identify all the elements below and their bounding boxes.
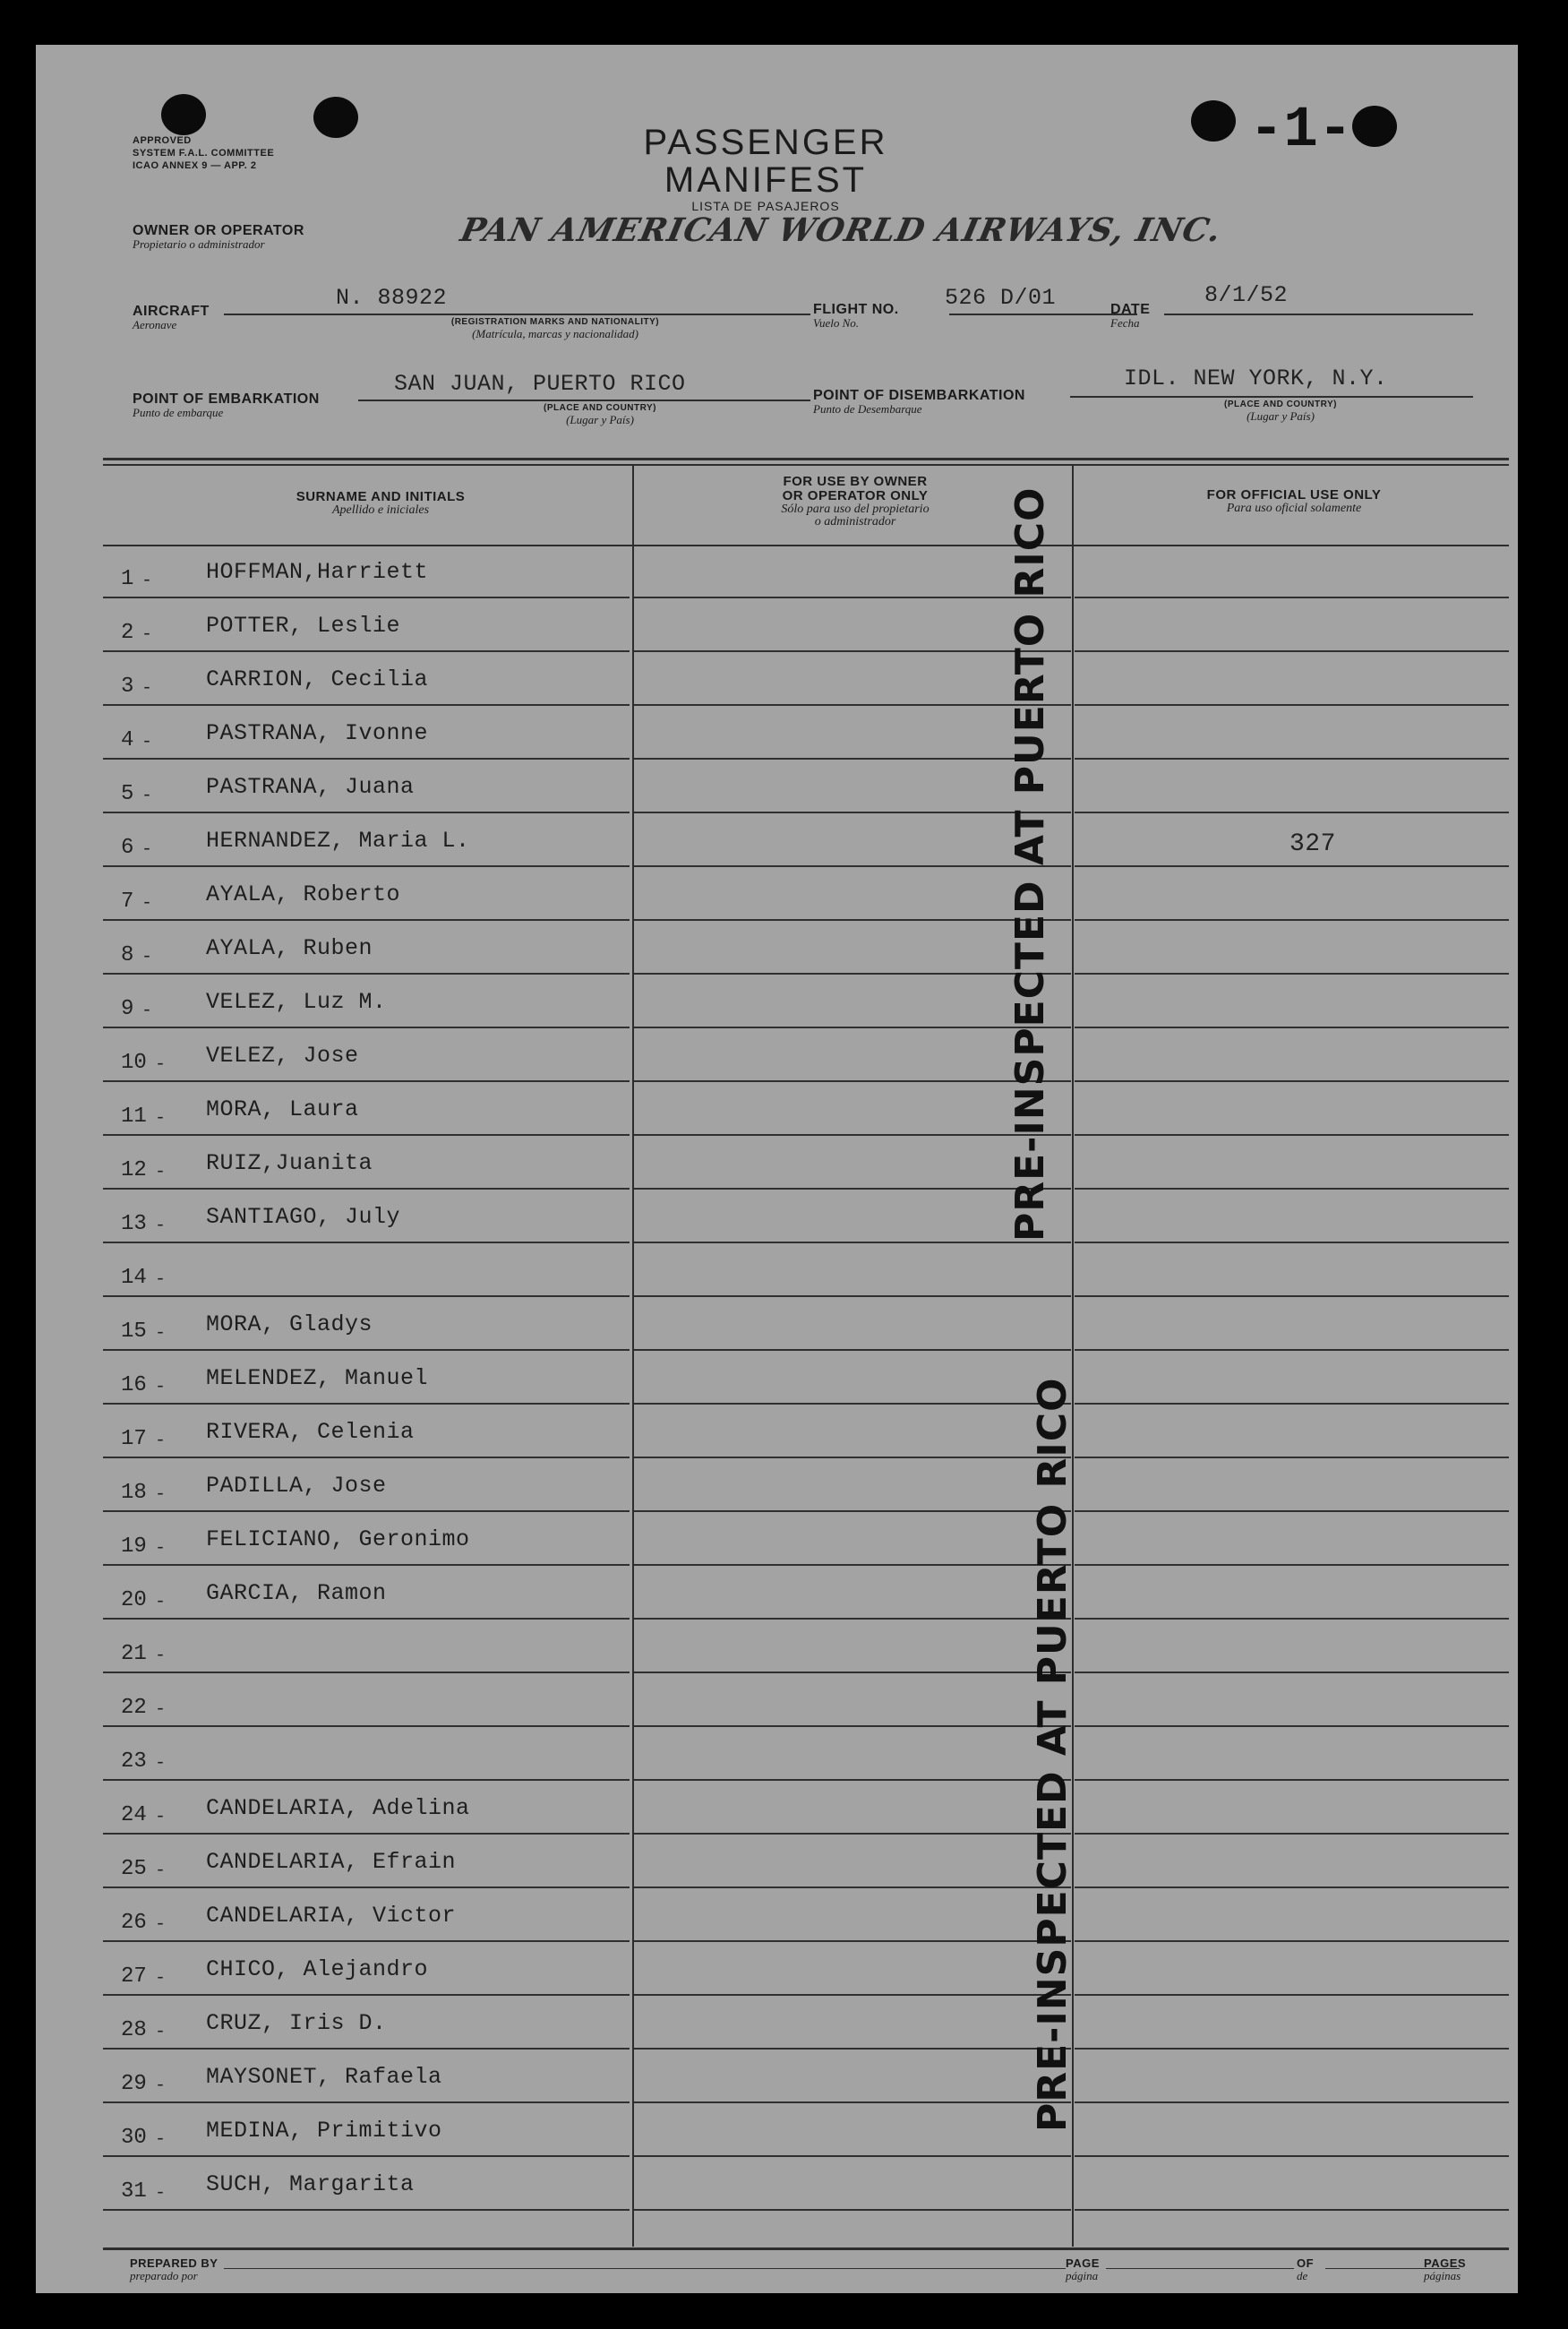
page-title: PASSENGER MANIFEST [643,123,888,200]
owner-label: OWNER OR OPERATOR [133,223,304,238]
prepared-by-line [224,2268,1066,2269]
embarkation-label-block [133,392,320,418]
row-number-dash: - [141,893,153,914]
row-number-dash: - [155,1592,167,1612]
disembarkation-value: IDL. NEW YORK, N.Y. [1124,365,1388,391]
col-head-official [1075,488,1513,515]
disembarkation-label-es: Punto de Desembarque [813,402,922,416]
row-number: 5 [121,782,134,806]
embarkation-line [358,400,810,401]
passenger-name: GARCIA, Ramon [206,1580,387,1606]
aircraft-label-block [133,305,210,331]
passenger-name: CHICO, Alejandro [206,1956,429,1982]
punch-hole-2 [313,97,358,138]
row-number-dash: - [155,1377,167,1397]
pages-label: PAGES [1424,2256,1467,2270]
approval-line: ICAO ANNEX 9 — APP. 2 [133,160,257,171]
flight-value: 526 D/01 [945,285,1057,311]
of-es: de [1297,2269,1308,2282]
date-line [1164,314,1473,315]
table-row [36,2157,1518,2211]
header-rule-top [103,458,1509,460]
approval-line: SYSTEM F.A.L. COMMITTEE [133,148,275,159]
row-number: 9 [121,997,134,1021]
date-label-es: Fecha [1110,316,1140,330]
embarkation-label-es: Punto de embarque [133,406,224,419]
table-row [36,545,1518,598]
row-number: 6 [121,836,134,860]
row-number: 23 [121,1749,147,1774]
embarkation-sub-block [501,403,698,425]
passenger-name: HERNANDEZ, Maria L. [206,828,470,854]
row-number: 10 [121,1051,147,1075]
row-number: 16 [121,1373,147,1397]
row-number: 20 [121,1588,147,1612]
row-number: 21 [121,1642,147,1666]
row-number-dash: - [155,1484,167,1505]
page-label: PAGE [1066,2256,1100,2270]
owner-label-es: Propietario o administrador [133,237,265,251]
footer-page [1066,2257,1100,2282]
row-line [634,2209,1071,2211]
passenger-name: PASTRANA, Juana [206,774,415,800]
row-number: 15 [121,1319,147,1344]
row-number: 29 [121,2072,147,2096]
row-number: 8 [121,943,134,967]
table-row [36,760,1518,813]
footer-rule [103,2247,1509,2250]
table-row [36,1512,1518,1566]
table-row [36,1888,1518,1942]
col-head-surname-es: Apellido e iniciales [331,503,430,517]
row-number-dash: - [141,732,153,752]
passenger-name: PASTRANA, Ivonne [206,720,429,746]
prepared-by-es: preparado por [130,2269,198,2282]
passenger-name: RUIZ,Juanita [206,1150,373,1176]
passenger-name: HOFFMAN,Harriett [206,559,429,585]
aircraft-value: N. 88922 [336,285,448,311]
table-row [36,652,1518,706]
row-number-dash: - [155,1699,167,1720]
embarkation-sub-label: (PLACE AND COUNTRY) [544,403,656,413]
table-row [36,1190,1518,1243]
aircraft-label: AIRCRAFT [133,304,210,319]
row-number-dash: - [155,2075,167,2096]
col-head-owner-label-1: FOR USE BY OWNER [783,474,928,489]
col-head-owner-es-1: Sólo para uso del propietario [781,503,930,516]
table-row [36,867,1518,921]
row-number-dash: - [155,1861,167,1881]
row-number: 7 [121,889,134,914]
manifest-sheet [36,45,1518,2293]
row-number-dash: - [141,624,153,645]
passenger-name: MELENDEZ, Manuel [206,1365,429,1391]
row-number: 30 [121,2126,147,2150]
approval-block [133,134,274,172]
embarkation-sub-label-es: (Lugar y País) [566,413,634,426]
table-row [36,1082,1518,1136]
col-head-surname [134,490,627,517]
passenger-name: MORA, Laura [206,1096,359,1122]
table-row [36,921,1518,975]
row-number: 17 [121,1427,147,1451]
passenger-name: CARRION, Cecilia [206,666,429,692]
owner-value: PAN AMERICAN WORLD AIRWAYS, INC. [457,211,1226,249]
table-row [36,1835,1518,1888]
table-row [36,1566,1518,1620]
page-title-es: LISTA DE PASAJEROS [691,199,840,213]
passenger-name: AYALA, Roberto [206,881,401,907]
table-row [36,1942,1518,1996]
footer-prepared [130,2257,218,2282]
date-value: 8/1/52 [1204,282,1289,308]
row-number: 11 [121,1104,147,1129]
flight-line [949,314,1137,315]
passenger-name: RIVERA, Celenia [206,1419,415,1445]
table-row [36,598,1518,652]
row-number-dash: - [155,1431,167,1451]
col-head-official-es: Para uso oficial solamente [1226,502,1362,515]
row-number: 3 [121,675,134,699]
table-row [36,1673,1518,1727]
row-number-dash: - [141,947,153,967]
passenger-name: CANDELARIA, Efrain [206,1849,457,1875]
table-row [36,1781,1518,1835]
row-number-dash: - [155,1646,167,1666]
row-number-dash: - [141,786,153,806]
col-head-official-label: FOR OFFICIAL USE ONLY [1206,487,1382,503]
disembarkation-sub-block [1182,400,1379,422]
title-block [555,124,976,213]
date-label: DATE [1110,302,1151,317]
punch-hole-3 [1191,100,1236,142]
table-row [36,2050,1518,2103]
approval-line: APPROVED [133,135,192,146]
row-number-dash: - [155,1216,167,1236]
row-number-dash: - [141,1001,153,1021]
row-line [1075,2209,1509,2211]
table-row [36,1458,1518,1512]
row-number: 27 [121,1964,147,1989]
row-number-dash: - [155,2183,167,2204]
row-number: 31 [121,2179,147,2204]
passenger-name: CANDELARIA, Victor [206,1903,457,1929]
table-row [36,1727,1518,1781]
preinspected-stamp-1: PRE-INSPECTED AT PUERTO RICO [1007,486,1053,1242]
passenger-name: CRUZ, Iris D. [206,2010,387,2036]
footer-pages [1424,2257,1466,2282]
disembarkation-label-block [813,389,1025,415]
prepared-by-label: PREPARED BY [130,2256,218,2270]
disembarkation-line [1070,396,1473,398]
row-number: 1 [121,567,134,591]
passenger-name: PADILLA, Jose [206,1473,387,1499]
table-row [36,1297,1518,1351]
row-number-dash: - [155,1807,167,1827]
table-row [36,1620,1518,1673]
flight-label: FLIGHT NO. [813,302,899,317]
page-line [1106,2268,1294,2269]
table-row [36,975,1518,1028]
aircraft-sub-label-es: (Matrícula, marcas y nacionalidad) [472,327,638,340]
passenger-name: SANTIAGO, July [206,1204,401,1230]
passenger-name: VELEZ, Luz M. [206,989,387,1015]
owner-label-block [133,224,304,250]
aircraft-sub-label: (REGISTRATION MARKS AND NATIONALITY) [450,317,660,327]
disembarkation-sub-label-es: (Lugar y País) [1247,409,1315,423]
col-head-surname-label: SURNAME AND INITIALS [296,489,466,504]
of-label: OF [1297,2256,1315,2270]
page-es: página [1066,2269,1099,2282]
embarkation-label: POINT OF EMBARKATION [133,391,320,407]
page-mark: -1- [1249,99,1353,163]
table-row [36,1351,1518,1405]
header-rule-bottom [103,464,1509,466]
table-row [36,706,1518,760]
disembarkation-label: POINT OF DISEMBARKATION [813,388,1025,403]
date-label-block [1110,303,1150,329]
row-number: 2 [121,621,134,645]
row-number: 25 [121,1857,147,1881]
flight-label-block [813,303,899,329]
aircraft-label-es: Aeronave [133,318,177,331]
row-number-dash: - [155,1968,167,1989]
preinspected-stamp-2: PRE-INSPECTED AT PUERTO RICO [1030,1377,1075,2132]
row-number-dash: - [155,1054,167,1075]
row-line [103,2209,630,2211]
pages-es: páginas [1424,2269,1461,2282]
row-number-dash: - [155,2129,167,2150]
official-note: 327 [1290,830,1336,858]
row-number-dash: - [141,678,153,699]
passenger-name: SUCH, Margarita [206,2171,415,2197]
punch-hole-1 [161,94,206,135]
col-head-owner-es-2: o administrador [814,515,896,529]
passenger-name: MORA, Gladys [206,1311,373,1337]
table-row [36,1136,1518,1190]
passenger-name: AYALA, Ruben [206,935,373,961]
row-number: 18 [121,1481,147,1505]
row-number-dash: - [155,1753,167,1774]
row-number: 4 [121,728,134,752]
passenger-name: VELEZ, Jose [206,1043,359,1069]
row-number: 22 [121,1696,147,1720]
table-row [36,1405,1518,1458]
table-row [36,2103,1518,2157]
row-number: 28 [121,2018,147,2042]
table-row [36,1028,1518,1082]
table-row [36,1243,1518,1297]
row-number: 12 [121,1158,147,1182]
row-number: 24 [121,1803,147,1827]
passenger-name: MEDINA, Primitivo [206,2118,442,2144]
aircraft-line [224,314,810,315]
table-row [36,1996,1518,2050]
disembarkation-sub-label: (PLACE AND COUNTRY) [1224,400,1337,409]
row-number-dash: - [155,1269,167,1290]
row-number-dash: - [155,1323,167,1344]
row-number-dash: - [155,1914,167,1935]
embarkation-value: SAN JUAN, PUERTO RICO [394,371,686,397]
row-number-dash: - [155,1162,167,1182]
passenger-name: MAYSONET, Rafaela [206,2064,442,2090]
passenger-name: CANDELARIA, Adelina [206,1795,470,1821]
aircraft-sub-block [376,317,734,339]
row-number-dash: - [141,571,153,591]
row-number: 14 [121,1266,147,1290]
punch-hole-4 [1352,106,1397,147]
col-head-owner-label-2: OR OPERATOR ONLY [782,488,929,503]
row-number: 13 [121,1212,147,1236]
row-number-dash: - [141,839,153,860]
row-number: 26 [121,1911,147,1935]
row-number-dash: - [155,1108,167,1129]
flight-label-es: Vuelo No. [813,316,860,330]
passenger-name: POTTER, Leslie [206,613,401,639]
row-number: 19 [121,1534,147,1559]
footer-of [1297,2257,1314,2282]
row-number-dash: - [155,2022,167,2042]
row-number-dash: - [155,1538,167,1559]
passenger-name: FELICIANO, Geronimo [206,1526,470,1552]
